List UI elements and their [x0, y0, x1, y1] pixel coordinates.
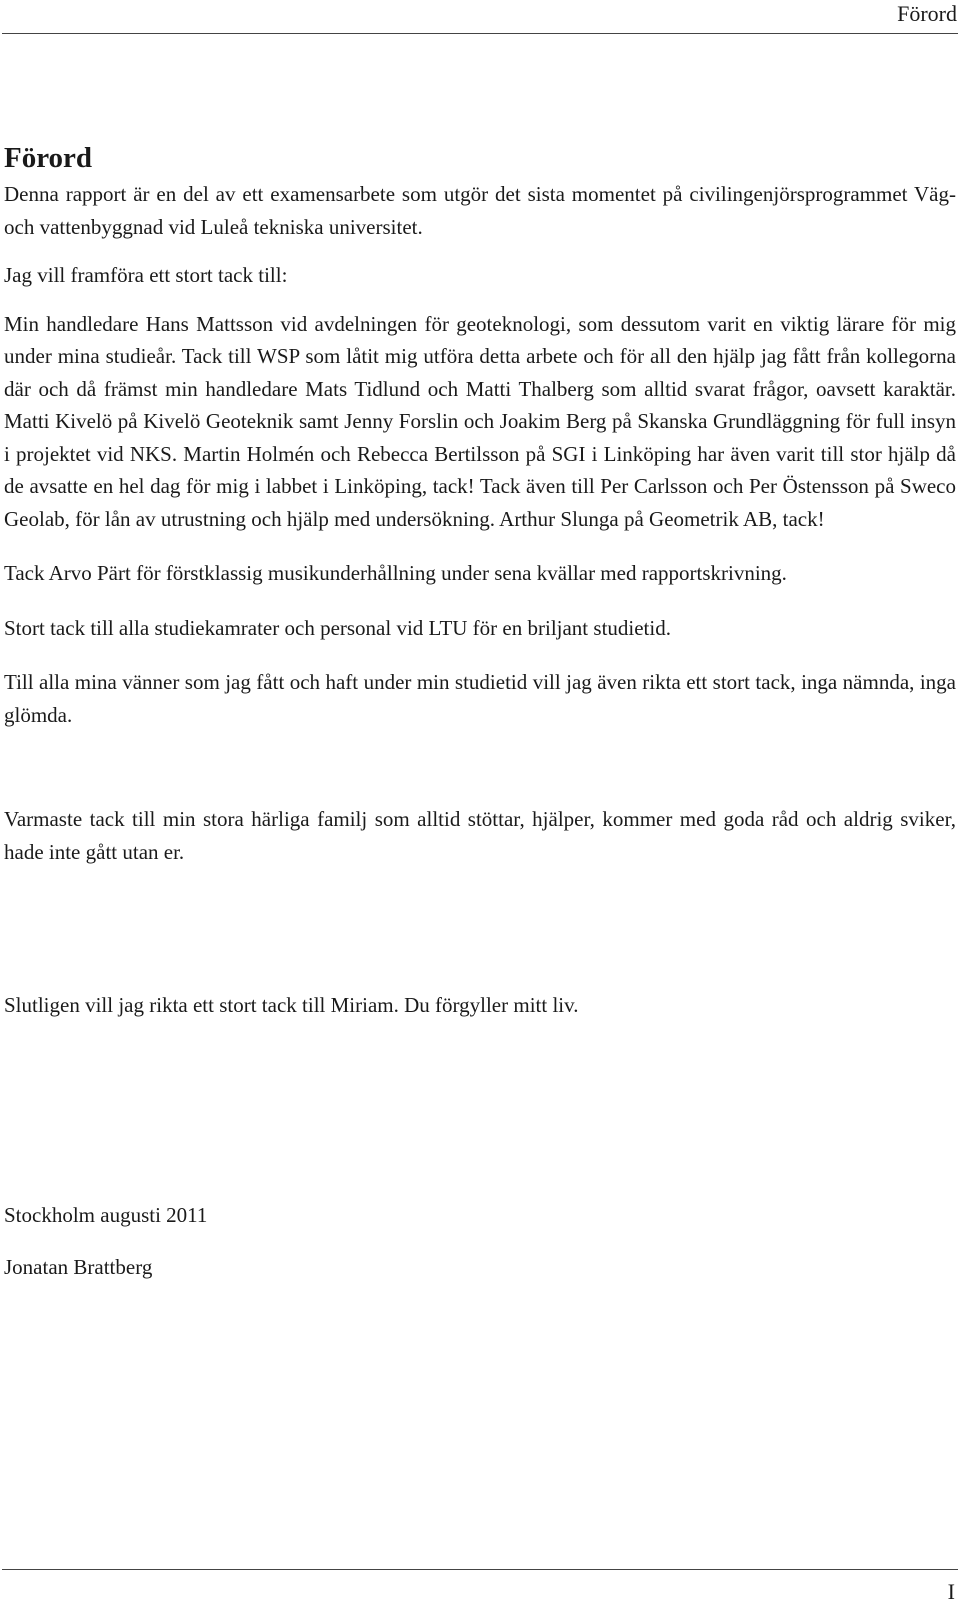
- friends-thanks-paragraph: Till alla mina vänner som jag fått och haft under min studietid vill jag även rikta ett stort tack, inga nämnda, inga glömda.: [4, 670, 956, 727]
- main-thanks-paragraph: Min handledare Hans Mattsson vid avdelningen för geoteknologi, som dessutom varit en viktig lärare för mig under mina studieår. Tack till WSP som låtit mig utföra detta arbete och för all den hjälp jag fått från kollegorna där och då främst min handledare Mats Tidlund och Matti Thalberg som alltid svarat frågor, oavsett karaktär. Matti Kivelö på Kivelö Geoteknik samt Jenny Forslin och Joakim Berg på Skanska Grundläggning för full insyn i projektet vid NKS. Martin Holmén och Rebecca Bertilsson på SGI i Linköping har även varit till stor hjälp då de avsatte en hel dag för mig i labbet i Linköping, tack! Tack även till Per Carlsson och Per Östensson på Sweco Geolab, för lån av utrustning och hjälp med undersökning. Arthur Slunga på Geometrik AB, tack!: [4, 311, 956, 531]
- section-heading: Förord: [4, 142, 93, 174]
- classmates-thanks-paragraph: Stort tack till alla studiekamrater och personal vid LTU för en briljant studietid.: [4, 615, 671, 640]
- family-thanks-paragraph: Varmaste tack till min stora härliga familj som alltid stöttar, hjälper, kommer med goda råd och aldrig sviker, hade inte gått utan er.: [4, 807, 956, 864]
- thanks-lead-paragraph: Jag vill framföra ett stort tack till:: [4, 263, 288, 287]
- page-number: I: [947, 1579, 955, 1604]
- page-content: [4, 138, 956, 1284]
- header-divider: [2, 33, 958, 34]
- music-thanks-paragraph: Tack Arvo Pärt för förstklassig musikunderhållning under sena kvällar med rapportskrivning.: [4, 561, 787, 585]
- running-header-title: Förord: [897, 1, 957, 26]
- signature-place-date: Stockholm augusti 2011: [4, 1202, 208, 1227]
- signature-author: Jonatan Brattberg: [4, 1255, 153, 1279]
- footer-divider: [2, 1569, 958, 1570]
- miriam-thanks-paragraph: Slutligen vill jag rikta ett stort tack till Miriam. Du förgyller mitt liv.: [4, 993, 579, 1017]
- intro-paragraph: Denna rapport är en del av ett examensarbete som utgör det sista momentet på civilingenjörsprogrammet Väg- och vattenbyggnad vid Luleå tekniska universitet.: [4, 182, 956, 239]
